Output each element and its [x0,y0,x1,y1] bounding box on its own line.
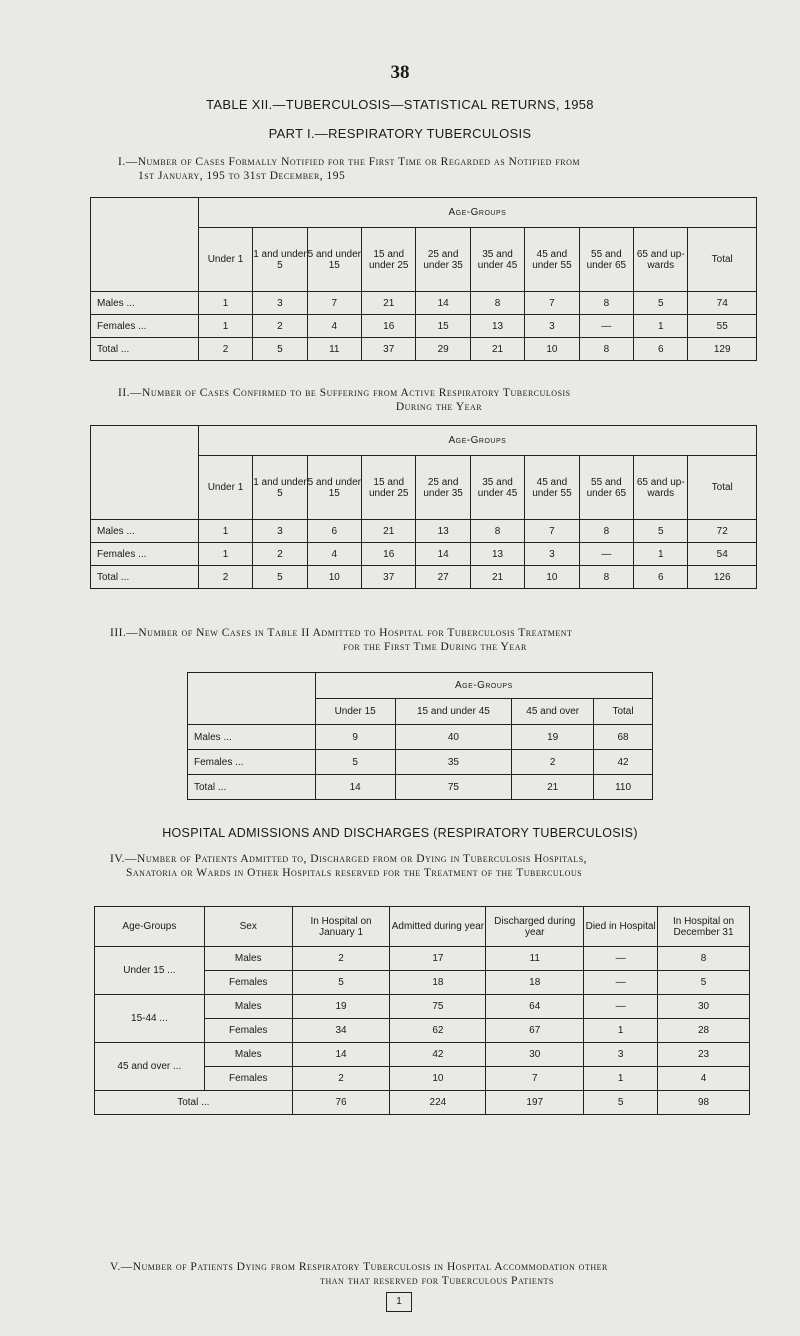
cell: 27 [416,566,470,589]
cell: 2 [198,566,252,589]
cell: 2 [198,338,252,361]
cell: 1 [198,315,252,338]
cell: 11 [486,947,584,971]
cell: 5 [253,338,307,361]
cell: 37 [362,338,416,361]
cell: 4 [307,315,361,338]
cell: 23 [658,1043,750,1067]
cell: 129 [688,338,757,361]
cell: 14 [315,775,395,800]
blank-corner [91,426,199,520]
cell: 35 [395,750,512,775]
cell: 5 [253,566,307,589]
cell: 34 [292,1019,390,1043]
col-header: 35 and under 45 [470,456,524,520]
cell: 3 [584,1043,658,1067]
col-header: Total [688,228,757,292]
table-row [95,1091,750,1115]
cell: — [584,971,658,995]
page-number: 38 [390,62,410,83]
hospital-heading: HOSPITAL ADMISSIONS AND DISCHARGES (RESPIRATORY TUBERCULOSIS) [162,826,638,840]
col-header: 15 and under 45 [395,699,512,725]
cell: 2 [292,1067,390,1091]
col-header: Sex [204,907,292,947]
sex-cell: Males [204,995,292,1019]
cell: 28 [658,1019,750,1043]
row-label: Males ... [188,725,316,750]
table-row [91,292,757,315]
cell: 14 [416,292,470,315]
table-row [188,775,653,800]
col-header: Under 15 [315,699,395,725]
cell: 5 [634,292,688,315]
cell: 13 [470,543,524,566]
col-header: 65 and up-wards [634,228,688,292]
cell: 74 [688,292,757,315]
table-row [91,566,757,589]
cell: 1 [634,543,688,566]
cell: 6 [307,520,361,543]
section-5-line1: V.—Number of Patients Dying from Respiratory Tuberculosis in Hospital Accommodation other [110,1261,608,1273]
main-title: TABLE XII.—TUBERCULOSIS—STATISTICAL RETURNS, 1958 [206,97,594,112]
col-header: 15 and under 25 [362,456,416,520]
cell: 75 [390,995,486,1019]
cell: 19 [292,995,390,1019]
col-header: 1 and under 5 [253,456,307,520]
section-4-line1: IV.—Number of Patients Admitted to, Discharged from or Dying in Tuberculosis Hospitals, [110,853,588,865]
table-row [91,520,757,543]
cell: 3 [253,292,307,315]
col-header: 1 and under 5 [253,228,307,292]
table-confirmed-cases [90,425,757,589]
cell: 19 [512,725,594,750]
cell: 72 [688,520,757,543]
section-5-value-box: 1 [386,1292,412,1312]
col-header: Died in Hospital [584,907,658,947]
cell: 3 [253,520,307,543]
cell: 2 [253,543,307,566]
cell: 18 [486,971,584,995]
row-label: Females ... [188,750,316,775]
cell: 16 [362,315,416,338]
table-row [95,1043,750,1067]
cell: 2 [253,315,307,338]
cell: 1 [198,543,252,566]
part-title: PART I.—RESPIRATORY TUBERCULOSIS [268,126,532,141]
age-groups-heading: Age-Groups [198,426,756,456]
col-header: Under 1 [198,456,252,520]
cell: 1 [198,520,252,543]
cell: 5 [584,1091,658,1115]
cell: 4 [307,543,361,566]
cell: 7 [525,292,579,315]
cell: — [584,947,658,971]
table-notified-cases [90,197,757,361]
col-header: 55 and under 65 [579,228,633,292]
cell: 21 [470,338,524,361]
cell: 42 [390,1043,486,1067]
cell: 54 [688,543,757,566]
cell: 1 [584,1019,658,1043]
col-header: In Hospital on December 31 [658,907,750,947]
cell: 1 [584,1067,658,1091]
col-header: 25 and under 35 [416,456,470,520]
cell: 55 [688,315,757,338]
col-header: In Hospital on January 1 [292,907,390,947]
cell: 197 [486,1091,584,1115]
sex-cell: Females [204,1019,292,1043]
row-label: Females ... [91,543,199,566]
section-4-line2: Sanatoria or Wards in Other Hospitals reserved for the Treatment of the Tuberculous [126,867,583,879]
cell: 98 [658,1091,750,1115]
cell: 13 [470,315,524,338]
col-header: Under 1 [198,228,252,292]
col-header: Discharged during year [486,907,584,947]
age-groups-heading: Age-Groups [315,673,652,699]
cell: 224 [390,1091,486,1115]
cell: 75 [395,775,512,800]
cell: 29 [416,338,470,361]
row-label: Males ... [91,520,199,543]
age-group-label: Under 15 ... [95,947,205,995]
cell: 30 [658,995,750,1019]
sex-cell: Females [204,1067,292,1091]
cell: 3 [525,315,579,338]
table-row [188,725,653,750]
cell: 62 [390,1019,486,1043]
cell: 8 [470,292,524,315]
cell: 11 [307,338,361,361]
age-group-label: 15-44 ... [95,995,205,1043]
cell: 8 [579,520,633,543]
cell: 76 [292,1091,390,1115]
cell: 17 [390,947,486,971]
table-hospital-movements [94,906,750,1115]
cell: 21 [362,520,416,543]
age-groups-heading: Age-Groups [198,198,756,228]
section-2-line2: During the Year [395,401,483,413]
cell: 5 [634,520,688,543]
cell: 8 [579,566,633,589]
cell: 16 [362,543,416,566]
section-2-line1: II.—Number of Cases Confirmed to be Suffering from Active Respiratory Tuberculosis [118,387,571,399]
cell: 9 [315,725,395,750]
blank-corner [91,198,199,292]
cell: 10 [307,566,361,589]
cell: 14 [292,1043,390,1067]
col-header: 5 and under 15 [307,456,361,520]
cell: 64 [486,995,584,1019]
cell: 10 [390,1067,486,1091]
cell: — [579,315,633,338]
cell: 5 [292,971,390,995]
row-label: Males ... [91,292,199,315]
cell: 40 [395,725,512,750]
cell: 2 [512,750,594,775]
cell: 42 [594,750,653,775]
col-header: Age-Groups [95,907,205,947]
table-hospital-admitted [187,672,653,800]
row-label: Females ... [91,315,199,338]
table-row [95,995,750,1019]
col-header: 45 and under 55 [525,456,579,520]
cell: 5 [315,750,395,775]
col-header: 25 and under 35 [416,228,470,292]
cell: 30 [486,1043,584,1067]
cell: 37 [362,566,416,589]
age-group-label: 45 and over ... [95,1043,205,1091]
cell: 10 [525,338,579,361]
cell: 7 [486,1067,584,1091]
cell: 8 [658,947,750,971]
section-5-heading [110,1260,764,1288]
cell: — [579,543,633,566]
table-row [91,543,757,566]
cell: 15 [416,315,470,338]
cell: 7 [307,292,361,315]
table-row [91,315,757,338]
row-label: Total ... [91,338,199,361]
cell: 68 [594,725,653,750]
section-4-heading [110,852,764,880]
table-row [95,947,750,971]
cell: 67 [486,1019,584,1043]
col-header: 65 and up-wards [634,456,688,520]
cell: 110 [594,775,653,800]
cell: 21 [512,775,594,800]
section-5-line2: than that reserved for Tuberculous Patients [320,1275,554,1287]
cell: 18 [390,971,486,995]
cell: 21 [362,292,416,315]
cell: — [584,995,658,1019]
cell: 3 [525,543,579,566]
col-header: 45 and under 55 [525,228,579,292]
blank-corner [188,673,316,725]
col-header: 15 and under 25 [362,228,416,292]
sex-cell: Males [204,1043,292,1067]
cell: 8 [579,338,633,361]
section-2-heading [118,386,760,414]
cell: 126 [688,566,757,589]
cell: 2 [292,947,390,971]
cell: 13 [416,520,470,543]
total-label: Total ... [95,1091,293,1115]
row-label: Total ... [188,775,316,800]
cell: 14 [416,543,470,566]
cell: 4 [658,1067,750,1091]
col-header: Admitted during year [390,907,486,947]
section-3-line1: III.—Number of New Cases in Table II Admitted to Hospital for Tuberculosis Treatment [110,627,573,639]
col-header: Total [688,456,757,520]
cell: 10 [525,566,579,589]
section-1-line1: I.—Number of Cases Formally Notified for the First Time or Regarded as Notified from [118,156,580,168]
cell: 21 [470,566,524,589]
cell: 5 [658,971,750,995]
col-header: 5 and under 15 [307,228,361,292]
section-1-heading [118,155,760,183]
cell: 6 [634,338,688,361]
cell: 7 [525,520,579,543]
row-label: Total ... [91,566,199,589]
cell: 6 [634,566,688,589]
col-header: 35 and under 45 [470,228,524,292]
cell: 8 [470,520,524,543]
cell: 1 [198,292,252,315]
sex-cell: Males [204,947,292,971]
cell: 8 [579,292,633,315]
table-row [188,750,653,775]
col-header: Total [594,699,653,725]
section-3-line2: for the First Time During the Year [343,641,527,653]
sex-cell: Females [204,971,292,995]
table-row [91,338,757,361]
section-3-heading [110,626,760,654]
cell: 1 [634,315,688,338]
col-header: 45 and over [512,699,594,725]
section-1-line2: 1st January, 195 to 31st December, 195 [138,170,346,182]
col-header: 55 and under 65 [579,456,633,520]
